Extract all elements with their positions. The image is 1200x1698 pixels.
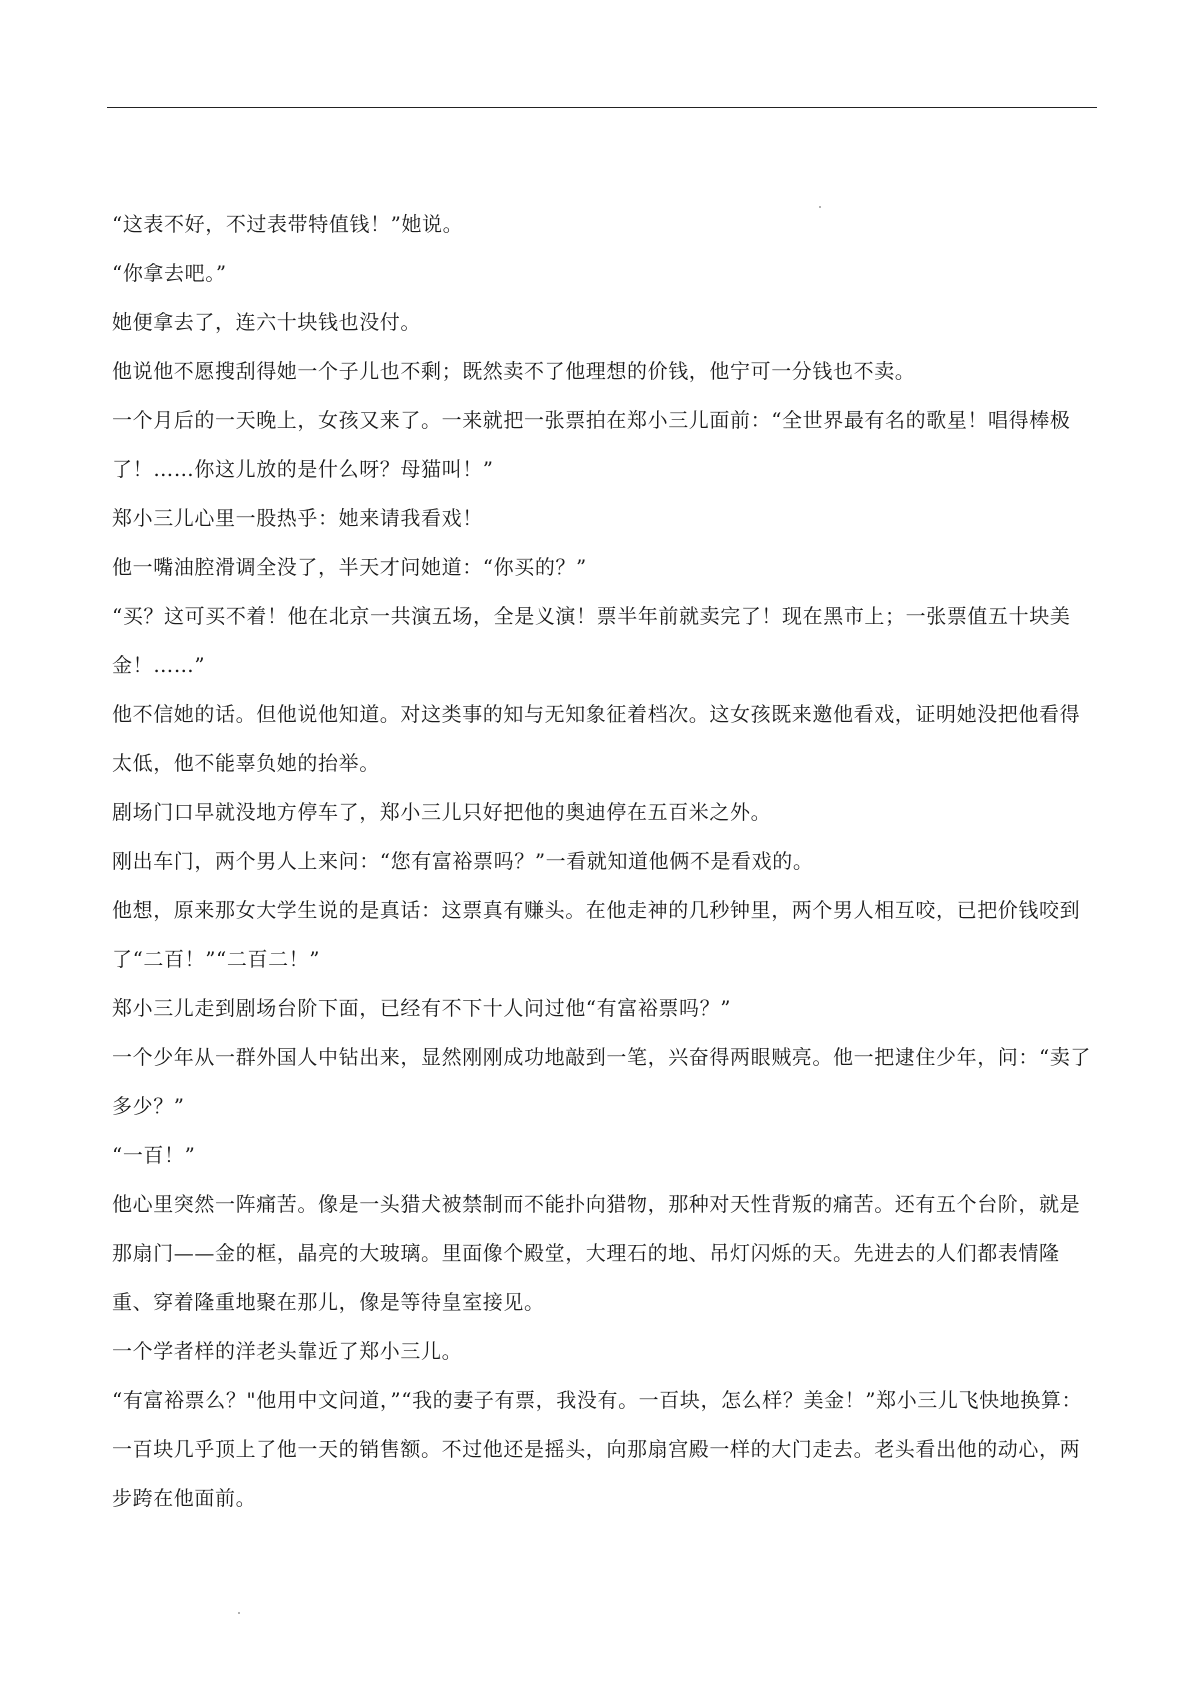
paragraph: “买？这可买不着！他在北京一共演五场，全是义演！票半年前就卖完了！现在黑市上；一张票值五十块美金！……” [112, 604, 1071, 677]
paragraph: “你拿去吧。” [112, 261, 227, 285]
header-rule [107, 107, 1097, 108]
paragraph: 他想，原来那女大学生说的是真话：这票真有赚头。在他走神的几秒钟里，两个男人相互咬，已把价钱咬到了“二百！”“二百二！” [112, 898, 1081, 971]
paragraph: 他心里突然一阵痛苦。像是一头猎犬被禁制而不能扑向猎物，那种对天性背叛的痛苦。还有五个台阶，就是那扇门——金的框，晶亮的大玻璃。里面像个殿堂，大理石的地、吊灯闪烁的天。先进去的人们都表情隆重、穿着隆重地聚在那儿，像是等待皇室接见。 [112, 1192, 1081, 1314]
paragraph: “一百！” [112, 1143, 196, 1167]
paragraph: 刚出车门，两个男人上来问：“您有富裕票吗？”一看就知道他俩不是看戏的。 [112, 849, 814, 873]
paragraph: “有富裕票么？"他用中文问道，”“我的妻子有票，我没有。一百块，怎么样？美金！”郑小三儿飞快地换算：一百块几乎顶上了他一天的销售额。不过他还是摇头，向那扇宫殿一样的大门走去。老头看出他的动心，两步跨在他面前。 [112, 1388, 1083, 1510]
paragraph: 郑小三儿走到剧场台阶下面，已经有不下十人问过他“有富裕票吗？” [112, 996, 732, 1020]
paragraph: 剧场门口早就没地方停车了，郑小三儿只好把他的奥迪停在五百米之外。 [112, 800, 772, 824]
scan-speck [819, 206, 821, 208]
paragraph: 他不信她的话。但他说他知道。对这类事的知与无知象征着档次。这女孩既来邀他看戏，证明她没把他看得太低，他不能辜负她的抬举。 [112, 702, 1081, 775]
paragraph: 他一嘴油腔滑调全没了，半天才问她道：“你买的？” [112, 555, 587, 579]
paragraph: 一个月后的一天晚上，女孩又来了。一来就把一张票拍在郑小三儿面前：“全世界最有名的歌星！唱得棒极了！……你这儿放的是什么呀？母猫叫！” [112, 408, 1071, 481]
paragraph: “这表不好，不过表带特值钱！”她说。 [112, 212, 464, 236]
paragraph: 他说他不愿搜刮得她一个子儿也不剩；既然卖不了他理想的价钱，他宁可一分钱也不卖。 [112, 359, 916, 383]
paragraph: 她便拿去了，连六十块钱也没付。 [112, 310, 421, 334]
paragraph: 郑小三儿心里一股热乎：她来请我看戏！ [112, 506, 483, 530]
paragraph: 一个学者样的洋老头靠近了郑小三儿。 [112, 1339, 463, 1363]
paragraph: 一个少年从一群外国人中钻出来，显然刚刚成功地敲到一笔，兴奋得两眼贼亮。他一把逮住少年，问：“卖了多少？” [112, 1045, 1092, 1118]
scan-speck [238, 1612, 240, 1614]
document-body [112, 200, 1097, 1523]
